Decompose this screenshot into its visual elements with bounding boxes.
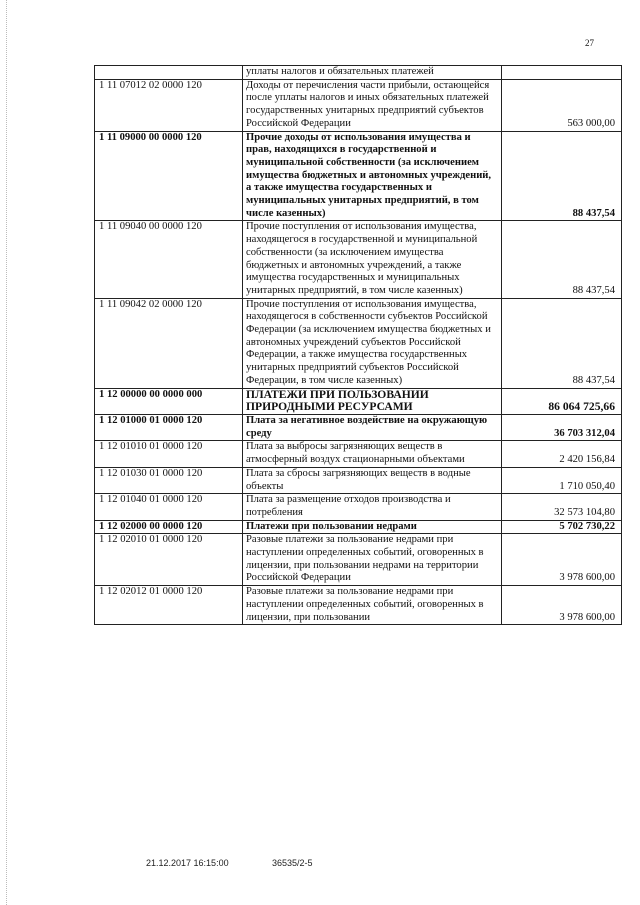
row-code-cell: 1 12 01030 01 0000 120 bbox=[95, 467, 243, 493]
row-code-cell: 1 12 01010 01 0000 120 bbox=[95, 441, 243, 467]
table-body bbox=[95, 66, 622, 625]
row-amount-cell: 88 437,54 bbox=[502, 221, 622, 298]
table-row bbox=[95, 66, 622, 80]
table-row bbox=[95, 414, 622, 440]
row-code-cell: 1 11 09000 00 0000 120 bbox=[95, 131, 243, 221]
row-name-cell: ПЛАТЕЖИ ПРИ ПОЛЬЗОВАНИИ ПРИРОДНЫМИ РЕСУРСАМИ bbox=[243, 388, 502, 414]
row-name-cell: Прочие поступления от использования имущества, находящегося в собственности субъектов Российской Федерации (за исключением имущества бюджетных и автономных учреждений субъектов Российской Федерации, а также имущества государственных унитарных предприятий субъектов Российской Федерации, в том числе казенных) bbox=[243, 298, 502, 388]
row-amount-cell: 88 437,54 bbox=[502, 298, 622, 388]
table-row bbox=[95, 494, 622, 520]
row-code-cell: 1 12 01000 01 0000 120 bbox=[95, 414, 243, 440]
row-name-cell: Плата за негативное воздействие на окружающую среду bbox=[243, 414, 502, 440]
row-code-cell: 1 11 09040 00 0000 120 bbox=[95, 221, 243, 298]
row-code-cell: 1 11 07012 02 0000 120 bbox=[95, 79, 243, 131]
row-name-cell: Плата за сбросы загрязняющих веществ в водные объекты bbox=[243, 467, 502, 493]
row-code-cell: 1 12 02012 01 0000 120 bbox=[95, 586, 243, 625]
row-code-cell: 1 12 02000 00 0000 120 bbox=[95, 520, 243, 534]
row-amount-cell: 3 978 600,00 bbox=[502, 586, 622, 625]
footer-timestamp: 21.12.2017 16:15:00 bbox=[146, 858, 229, 868]
scan-margin-line bbox=[6, 0, 8, 905]
table-row bbox=[95, 467, 622, 493]
table-row bbox=[95, 131, 622, 221]
row-amount-cell: 88 437,54 bbox=[502, 131, 622, 221]
row-code-cell: 1 12 00000 00 0000 000 bbox=[95, 388, 243, 414]
row-name-cell: Разовые платежи за пользование недрами при наступлении определенных событий, оговоренных в лицензии, при пользовании недрами на территории Российской Федерации bbox=[243, 534, 502, 586]
table-row bbox=[95, 534, 622, 586]
row-amount-cell: 32 573 104,80 bbox=[502, 494, 622, 520]
row-amount-cell: 2 420 156,84 bbox=[502, 441, 622, 467]
row-name-cell: Доходы от перечисления части прибыли, остающейся после уплаты налогов и иных обязательных платежей государственных унитарных предприятий субъектов Российской Федерации bbox=[243, 79, 502, 131]
row-amount-cell bbox=[502, 66, 622, 80]
row-amount-cell: 1 710 050,40 bbox=[502, 467, 622, 493]
row-amount-cell: 36 703 312,04 bbox=[502, 414, 622, 440]
row-name-cell: Прочие поступления от использования имущества, находящегося в государственной и муниципальной собственности (за исключением имущества бюджетных и автономных учреждений, а также имущества государственных и муниципальных унитарных предприятий, в том числе казенных) bbox=[243, 221, 502, 298]
footer-document-id: 36535/2-5 bbox=[272, 858, 313, 868]
row-name-cell: Плата за выбросы загрязняющих веществ в атмосферный воздух стационарными объектами bbox=[243, 441, 502, 467]
row-amount-cell: 5 702 730,22 bbox=[502, 520, 622, 534]
table-row bbox=[95, 388, 622, 414]
row-name-cell: Плата за размещение отходов производства и потребления bbox=[243, 494, 502, 520]
budget-revenue-table bbox=[94, 65, 622, 625]
table-row bbox=[95, 221, 622, 298]
table-row bbox=[95, 586, 622, 625]
row-code-cell: 1 11 09042 02 0000 120 bbox=[95, 298, 243, 388]
row-name-cell: Прочие доходы от использования имущества и прав, находящихся в государственной и муниципальной собственности (за исключением имущества бюджетных и автономных учреждений, а также имущества государственных и муниципальных унитарных предприятий, в том числе казенных) bbox=[243, 131, 502, 221]
row-name-cell: уплаты налогов и обязательных платежей bbox=[243, 66, 502, 80]
table-row bbox=[95, 520, 622, 534]
page-number: 27 bbox=[585, 38, 594, 48]
table-row bbox=[95, 298, 622, 388]
row-name-cell: Разовые платежи за пользование недрами при наступлении определенных событий, оговоренных в лицензии, при пользовании bbox=[243, 586, 502, 625]
row-code-cell bbox=[95, 66, 243, 80]
table-row bbox=[95, 79, 622, 131]
row-code-cell: 1 12 01040 01 0000 120 bbox=[95, 494, 243, 520]
table-row bbox=[95, 441, 622, 467]
row-amount-cell: 563 000,00 bbox=[502, 79, 622, 131]
row-code-cell: 1 12 02010 01 0000 120 bbox=[95, 534, 243, 586]
row-amount-cell: 86 064 725,66 bbox=[502, 388, 622, 414]
row-name-cell: Платежи при пользовании недрами bbox=[243, 520, 502, 534]
row-amount-cell: 3 978 600,00 bbox=[502, 534, 622, 586]
